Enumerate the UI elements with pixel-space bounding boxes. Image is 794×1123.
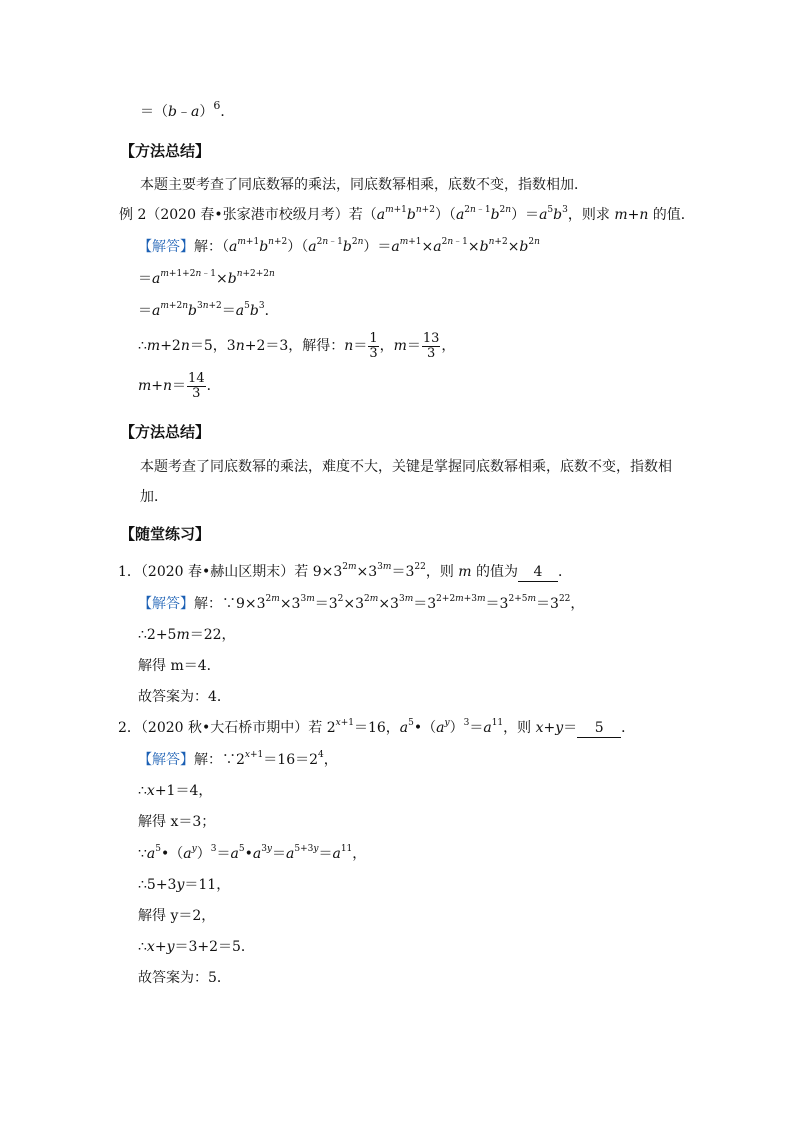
solution-line-4: ∴m+2n＝5，3n+2＝3，解得：n＝ $\frac{1}{3}$ ，m＝ $\frac{13}{3}$ ， bbox=[138, 330, 456, 361]
question-2: 2．（2020 秋•大石桥市期中）若 $2^{x+1}=16$，$a^5•(a^y)^3=a^{11}$，则 x+y＝ 5 ． bbox=[118, 718, 636, 736]
q2-solution-line-8: 故答案为：5． bbox=[138, 970, 231, 986]
fraction-sum: $\frac{14}{3}$ bbox=[188, 370, 205, 401]
q2-solution-line-4: $\because a^5•(a^y)^3=a^5•a^{3y}=a^{5+3y}=a^{11}$， bbox=[138, 844, 367, 862]
q2-solution-line-6: 解得 y＝2， bbox=[138, 908, 216, 924]
section-heading-practice: 【随堂练习】 bbox=[120, 525, 211, 543]
solution-label: 解： bbox=[194, 752, 222, 768]
q2-solution-line-3: 解得 x＝3； bbox=[138, 814, 216, 830]
section-heading-method-summary-2: 【方法总结】 bbox=[120, 423, 211, 441]
q1-solution-line-4: 故答案为：4． bbox=[138, 689, 231, 705]
answer-blank-1: 4 bbox=[518, 563, 558, 582]
fraction-n: $\frac{1}{3}$ bbox=[369, 330, 378, 361]
fraction-m: $\frac{13}{3}$ bbox=[422, 330, 440, 361]
solution-line-2: $=a^{m+1+2n﹣1}\times b^{n+2+2n}$ bbox=[138, 269, 275, 287]
equation-line: ＝（b﹣a）$^6$． bbox=[140, 99, 235, 120]
q2-solution-line-7: ∴x+y＝3+2＝5． bbox=[138, 939, 255, 955]
question-1-prefix: 1．（2020 春•赫山区期末）若 9×3 bbox=[118, 564, 343, 580]
q2-solution-line-1: 【解答】解：$\because 2^{x+1}=16=2^4$， bbox=[138, 750, 338, 768]
q2-solution-line-5: ∴5+3y＝11， bbox=[138, 877, 231, 893]
q1-solution-line-1: 【解答】解：$\because 9\times 3^{2m}\times 3^{3m}=3^2\times 3^{2m}\times 3^{3m}=3^{2+2m+3m}=3^{2+5m}=3^{22}$， bbox=[138, 594, 585, 612]
section-heading-method-summary: 【方法总结】 bbox=[120, 142, 211, 160]
solution-line-1: 【解答】解：$(a^{m+1}b^{n+2})(a^{2n﹣1}b^{2n})=a^{m+1}\times a^{2n﹣1}\times b^{n+2}\times b^{2n}$ bbox=[138, 237, 540, 255]
q1-solution-line-2: ∴2+5m＝22， bbox=[138, 627, 236, 643]
paragraph-summary-2b: 加． bbox=[140, 489, 168, 505]
answer-tag: 【解答】 bbox=[138, 752, 194, 768]
paragraph-summary-2a: 本题考查了同底数幂的乘法，难度不大，关键是掌握同底数幂相乘，底数不变，指数相 bbox=[140, 459, 672, 475]
solution-label: 解： bbox=[194, 239, 222, 255]
example-2-statement: 例 2（2020 春•张家港市校级月考）若$(a^{m+1}b^{n+2})(a^{2n﹣1}b^{2n})=a^5b^3$，则求 m+n 的值． bbox=[119, 205, 695, 223]
answer-blank-2: 5 bbox=[577, 719, 621, 738]
question-1: 1．（2020 春•赫山区期末）若 $9\times 3^{2m}\times 3^{3m}=3^{22}$，则 m 的值为 4 ． bbox=[118, 562, 573, 580]
solution-line-5: m+n＝ $\frac{14}{3}$ ． bbox=[138, 370, 221, 401]
q2-solution-line-2: ∴x+1＝4， bbox=[138, 783, 213, 799]
solution-label: 解： bbox=[194, 596, 222, 612]
answer-tag: 【解答】 bbox=[138, 596, 194, 612]
paragraph-summary-1: 本题主要考查了同底数幂的乘法，同底数幂相乘，底数不变，指数相加． bbox=[140, 177, 588, 193]
example-2-prefix: 例 2（2020 春•张家港市校级月考）若 bbox=[119, 207, 363, 223]
q1-solution-line-3: 解得 m＝4． bbox=[138, 658, 221, 674]
question-2-prefix: 2．（2020 秋•大石桥市期中）若 2 bbox=[118, 720, 336, 736]
answer-tag: 【解答】 bbox=[138, 239, 194, 255]
solution-line-3: $=a^{m+2n}b^{3n+2}=a^5b^3$． bbox=[138, 301, 279, 319]
